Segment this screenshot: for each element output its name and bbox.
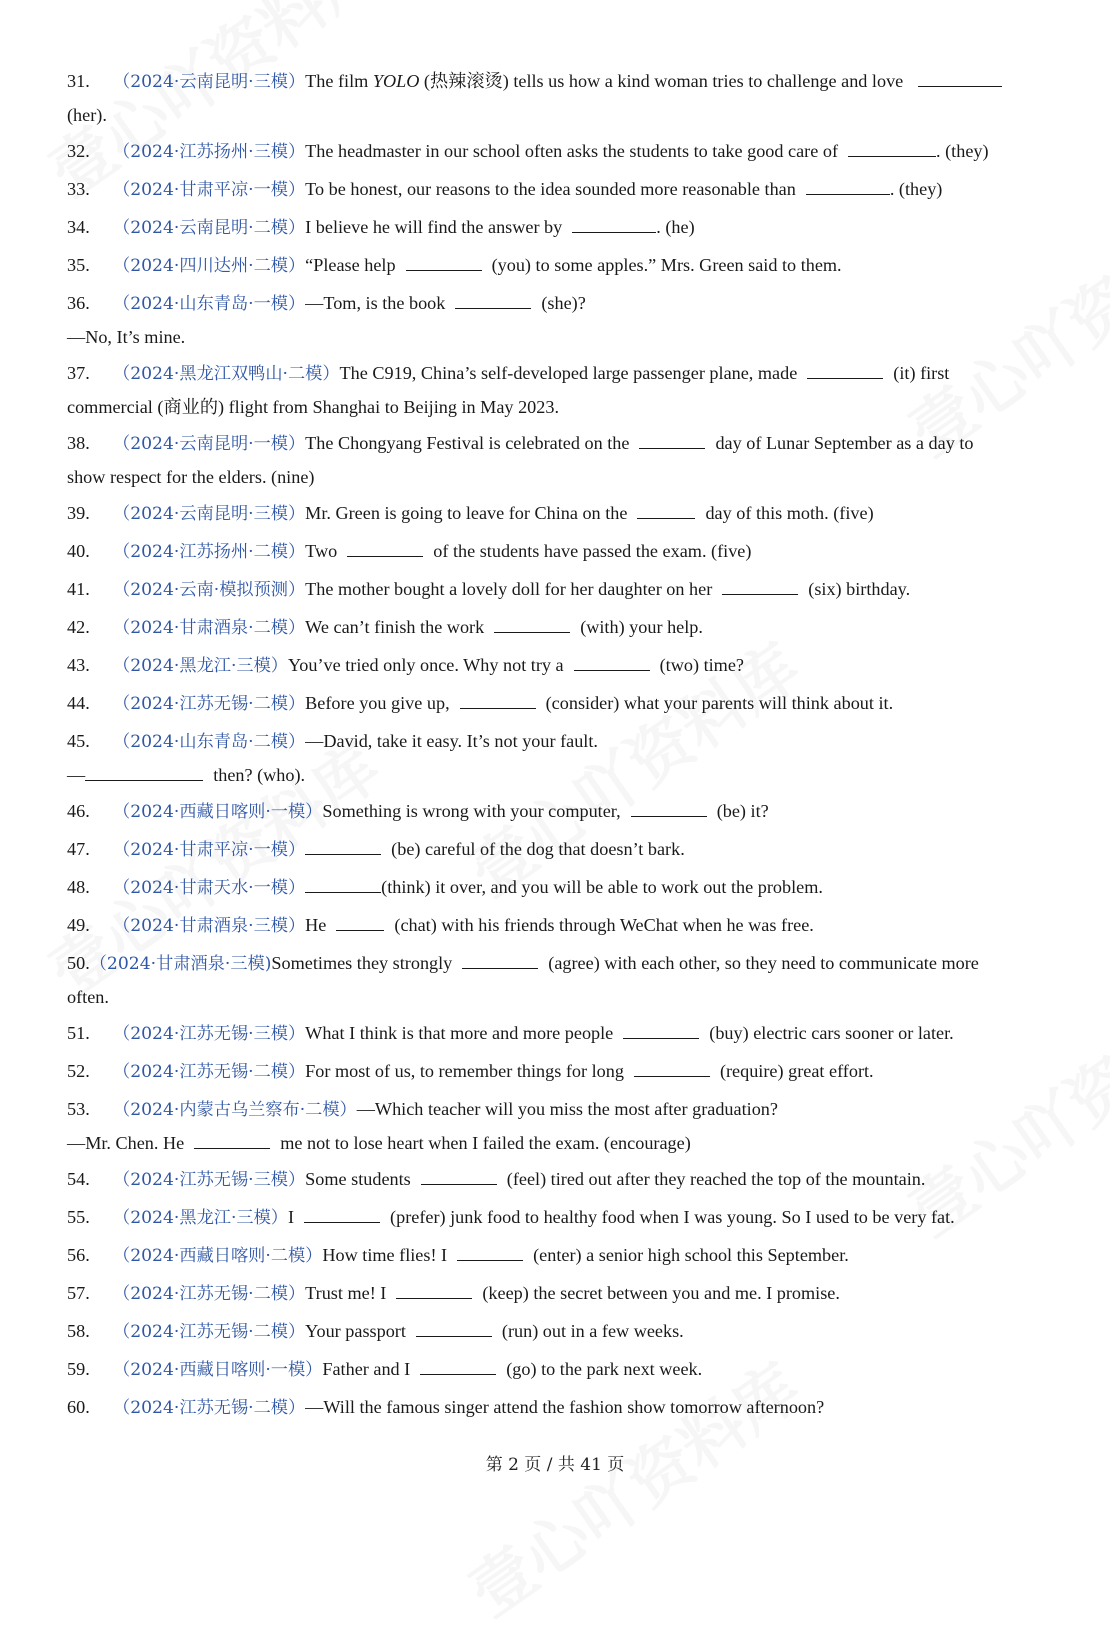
question-31	[67, 62, 1047, 100]
question-text: (six) birthday.	[808, 579, 911, 599]
question-54	[67, 1160, 1047, 1198]
question-text: often.	[67, 987, 109, 1007]
question-text: commercial (商业的) flight from Shanghai to Beijing in May 2023.	[67, 397, 559, 417]
question-44	[67, 684, 1047, 722]
question-number: 31.	[67, 71, 90, 91]
question-43	[67, 646, 1047, 684]
question-57	[67, 1274, 1047, 1312]
question-source: （2024·甘肃平凉·一模）	[113, 180, 306, 200]
question-text: The C919, China’s self-developed large passenger plane, made	[339, 363, 798, 383]
question-number: 49.	[67, 915, 90, 935]
question-text: (require) great effort.	[719, 1061, 874, 1081]
question-number: 42.	[67, 617, 90, 637]
question-text: (keep) the secret between you and me. I promise.	[482, 1283, 840, 1303]
question-source: （2024·江苏无锡·二模）	[113, 1322, 306, 1342]
answer-blank[interactable]	[462, 967, 538, 969]
question-number: 40.	[67, 541, 90, 561]
question-text: (go) to the park next week.	[506, 1359, 703, 1379]
question-53-cont	[67, 1126, 1047, 1160]
answer-blank[interactable]	[194, 1147, 270, 1149]
question-source: （2024·内蒙古乌兰察布·二模）	[113, 1100, 357, 1120]
question-36	[67, 284, 1047, 322]
question-text: day of Lunar September as a day to	[715, 433, 974, 453]
answer-blank[interactable]	[457, 1259, 523, 1261]
question-text: (consider) what your parents will think about it.	[545, 693, 894, 713]
question-text: (热辣滚烫) tells us how a kind woman tries to challenge and love	[419, 71, 908, 91]
question-source: （2024·江苏无锡·三模）	[113, 1024, 306, 1044]
question-number: 48.	[67, 877, 90, 897]
question-text: me not to lose heart when I failed the exam. (encourage)	[280, 1133, 691, 1153]
question-39	[67, 494, 1047, 532]
question-source: （2024·黑龙江·三模）	[113, 1208, 288, 1228]
question-text: For most of us, to remember things for long	[305, 1061, 624, 1081]
question-number: 33.	[67, 179, 90, 199]
answer-blank[interactable]	[421, 1183, 497, 1185]
question-text: The mother bought a lovely doll for her daughter on her	[305, 579, 713, 599]
answer-blank[interactable]	[494, 631, 570, 633]
question-text: —Will the famous singer attend the fashion show tomorrow afternoon?	[305, 1397, 825, 1417]
question-33	[67, 170, 1047, 208]
question-text: (two) time?	[659, 655, 744, 675]
answer-blank[interactable]	[574, 669, 650, 671]
answer-blank[interactable]	[336, 929, 384, 931]
question-text: (prefer) junk food to healthy food when I was young. So I used to be very fat.	[390, 1207, 955, 1227]
question-text: —Mr. Chen. He	[67, 1133, 185, 1153]
question-37	[67, 354, 1047, 392]
question-text: —Which teacher will you miss the most after graduation?	[356, 1099, 778, 1119]
answer-blank[interactable]	[637, 517, 695, 519]
answer-blank[interactable]	[347, 555, 423, 557]
question-text: You’ve tried only once. Why not try a	[287, 655, 564, 675]
question-source: （2024·云南昆明·一模）	[113, 434, 306, 454]
question-52	[67, 1052, 1047, 1090]
question-text: Your passport	[305, 1321, 406, 1341]
question-text: (she)?	[541, 293, 586, 313]
question-text: —No, It’s mine.	[67, 327, 186, 347]
question-source: （2024·江苏扬州·三模）	[113, 142, 306, 162]
question-59	[67, 1350, 1047, 1388]
question-text: What I think is that more and more people	[305, 1023, 614, 1043]
question-text: (be) it?	[716, 801, 769, 821]
answer-blank[interactable]	[455, 307, 531, 309]
question-53	[67, 1090, 1047, 1128]
question-37-cont	[67, 390, 1047, 424]
question-number: 56.	[67, 1245, 90, 1265]
question-text: —David, take it easy. It’s not your fault.	[305, 731, 598, 751]
question-text: “Please help	[305, 255, 396, 275]
question-number: 38.	[67, 433, 90, 453]
question-34	[67, 208, 1047, 246]
question-text: Something is wrong with your computer,	[322, 801, 621, 821]
answer-blank[interactable]	[305, 891, 381, 893]
question-source: （2024·云南昆明·三模）	[113, 504, 306, 524]
question-47	[67, 830, 1047, 868]
question-text: . (they)	[889, 179, 943, 199]
question-source: （2024·西藏日喀则·二模）	[113, 1246, 323, 1266]
question-number: 50.	[67, 953, 90, 973]
answer-blank[interactable]	[722, 593, 798, 595]
question-text: (it) first	[893, 363, 950, 383]
question-number: 39.	[67, 503, 90, 523]
question-text: (enter) a senior high school this September.	[533, 1245, 849, 1265]
question-58	[67, 1312, 1047, 1350]
question-51	[67, 1014, 1047, 1052]
question-number: 55.	[67, 1207, 90, 1227]
question-text: (run) out in a few weeks.	[501, 1321, 684, 1341]
question-text: Sometimes they strongly	[271, 953, 453, 973]
question-text: of the students have passed the exam. (five)	[433, 541, 752, 561]
answer-blank[interactable]	[631, 815, 707, 817]
answer-blank[interactable]	[406, 269, 482, 271]
question-38	[67, 424, 1047, 462]
question-source: （2024·甘肃酒泉·二模）	[113, 618, 306, 638]
answer-blank[interactable]	[416, 1335, 492, 1337]
question-source: （2024·甘肃平凉·一模）	[113, 840, 306, 860]
question-text: Some students	[305, 1169, 411, 1189]
question-number: 53.	[67, 1099, 90, 1119]
question-text: —Tom, is the book	[305, 293, 446, 313]
question-source: （2024·云南·模拟预测）	[113, 580, 306, 600]
question-35	[67, 246, 1047, 284]
question-text: I believe he will find the answer by	[305, 217, 563, 237]
question-source: （2024·四川达州·二模）	[113, 256, 306, 276]
question-31-cont	[67, 98, 1047, 132]
question-text: Mr. Green is going to leave for China on the	[305, 503, 628, 523]
answer-blank[interactable]	[918, 85, 1002, 87]
question-text: show respect for the elders. (nine)	[67, 467, 315, 487]
question-source: （2024·西藏日喀则·一模）	[113, 802, 323, 822]
question-text: He	[305, 915, 327, 935]
question-49	[67, 906, 1047, 944]
question-number: 43.	[67, 655, 90, 675]
question-42	[67, 608, 1047, 646]
question-source: （2024·甘肃酒泉·三模)	[89, 954, 272, 974]
question-source: （2024·江苏无锡·二模）	[113, 1284, 306, 1304]
question-source: （2024·江苏无锡·二模）	[113, 694, 306, 714]
question-text: Trust me! I	[305, 1283, 387, 1303]
question-text: Two	[305, 541, 338, 561]
question-number: 45.	[67, 731, 90, 751]
question-number: 57.	[67, 1283, 90, 1303]
question-text: Father and I	[322, 1359, 411, 1379]
question-source: （2024·甘肃酒泉·三模）	[113, 916, 306, 936]
answer-blank[interactable]	[460, 707, 536, 709]
question-text: Before you give up,	[305, 693, 450, 713]
question-number: 37.	[67, 363, 90, 383]
question-text: (with) your help.	[580, 617, 703, 637]
question-text: (her).	[67, 105, 107, 125]
question-source: （2024·西藏日喀则·一模）	[113, 1360, 323, 1380]
page-footer: 第 2 页 / 共 41 页	[485, 1455, 625, 1475]
answer-blank[interactable]	[807, 377, 883, 379]
question-text: The film	[305, 71, 373, 91]
question-source: （2024·云南昆明·三模）	[113, 72, 306, 92]
question-text: (agree) with each other, so they need to communicate more	[548, 953, 979, 973]
question-text: We can’t finish the work	[305, 617, 485, 637]
answer-blank[interactable]	[572, 231, 656, 233]
question-number: 41.	[67, 579, 90, 599]
question-number: 35.	[67, 255, 90, 275]
question-text: then? (who).	[213, 765, 306, 785]
question-source: （2024·江苏无锡·二模）	[113, 1398, 306, 1418]
question-text: (buy) electric cars sooner or later.	[709, 1023, 954, 1043]
question-number: 60.	[67, 1397, 90, 1417]
question-45-cont	[67, 758, 1047, 792]
question-text: (feel) tired out after they reached the top of the mountain.	[506, 1169, 926, 1189]
question-text: (you) to some apples.” Mrs. Green said to them.	[491, 255, 842, 275]
answer-blank[interactable]	[623, 1037, 699, 1039]
question-number: 36.	[67, 293, 90, 313]
question-number: 46.	[67, 801, 90, 821]
answer-blank[interactable]	[848, 155, 936, 157]
question-text: (chat) with his friends through WeChat when he was free.	[394, 915, 814, 935]
question-40	[67, 532, 1047, 570]
question-number: 47.	[67, 839, 90, 859]
question-text: (be) careful of the dog that doesn’t bark.	[391, 839, 685, 859]
question-text: . (he)	[656, 217, 695, 237]
question-number: 44.	[67, 693, 90, 713]
dash: —	[67, 765, 86, 785]
film-title: YOLO	[372, 71, 420, 91]
question-source: （2024·甘肃天水·一模）	[113, 878, 306, 898]
answer-blank[interactable]	[85, 779, 203, 781]
question-50-cont	[67, 980, 1047, 1014]
answer-blank[interactable]	[639, 447, 705, 449]
question-38-cont	[67, 460, 1047, 494]
question-source: （2024·山东青岛·一模）	[113, 294, 306, 314]
question-number: 51.	[67, 1023, 90, 1043]
question-number: 34.	[67, 217, 90, 237]
question-text: How time flies! I	[322, 1245, 448, 1265]
question-list	[67, 62, 1047, 1426]
question-56	[67, 1236, 1047, 1274]
question-source: （2024·云南昆明·二模）	[113, 218, 306, 238]
question-32	[67, 132, 1047, 170]
question-number: 52.	[67, 1061, 90, 1081]
answer-blank[interactable]	[634, 1075, 710, 1077]
question-source: （2024·江苏扬州·二模）	[113, 542, 306, 562]
answer-blank[interactable]	[305, 853, 381, 855]
question-48	[67, 868, 1047, 906]
question-source: （2024·黑龙江·三模）	[113, 656, 288, 676]
question-text: day of this moth. (five)	[705, 503, 874, 523]
question-source: （2024·山东青岛·二模）	[113, 732, 306, 752]
question-number: 59.	[67, 1359, 90, 1379]
question-60	[67, 1388, 1047, 1426]
question-45	[67, 722, 1047, 760]
question-text: The Chongyang Festival is celebrated on the	[305, 433, 630, 453]
question-55	[67, 1198, 1047, 1236]
answer-blank[interactable]	[806, 193, 890, 195]
question-text: The headmaster in our school often asks the students to take good care of	[305, 141, 839, 161]
question-source: （2024·黑龙江双鸭山·二模）	[113, 364, 340, 384]
question-text: (think) it over, and you will be able to work out the problem.	[381, 877, 823, 897]
question-source: （2024·江苏无锡·二模）	[113, 1062, 306, 1082]
answer-blank[interactable]	[396, 1297, 472, 1299]
question-text: . (they)	[936, 141, 989, 161]
question-number: 54.	[67, 1169, 90, 1189]
question-text: I	[287, 1207, 295, 1227]
question-text: To be honest, our reasons to the idea sounded more reasonable than	[305, 179, 796, 199]
question-41	[67, 570, 1047, 608]
question-46	[67, 792, 1047, 830]
question-36-cont	[67, 320, 1047, 354]
question-number: 58.	[67, 1321, 90, 1341]
answer-blank[interactable]	[304, 1221, 380, 1223]
question-50	[67, 944, 1047, 982]
question-source: （2024·江苏无锡·三模）	[113, 1170, 306, 1190]
question-number: 32.	[67, 141, 90, 161]
answer-blank[interactable]	[420, 1373, 496, 1375]
